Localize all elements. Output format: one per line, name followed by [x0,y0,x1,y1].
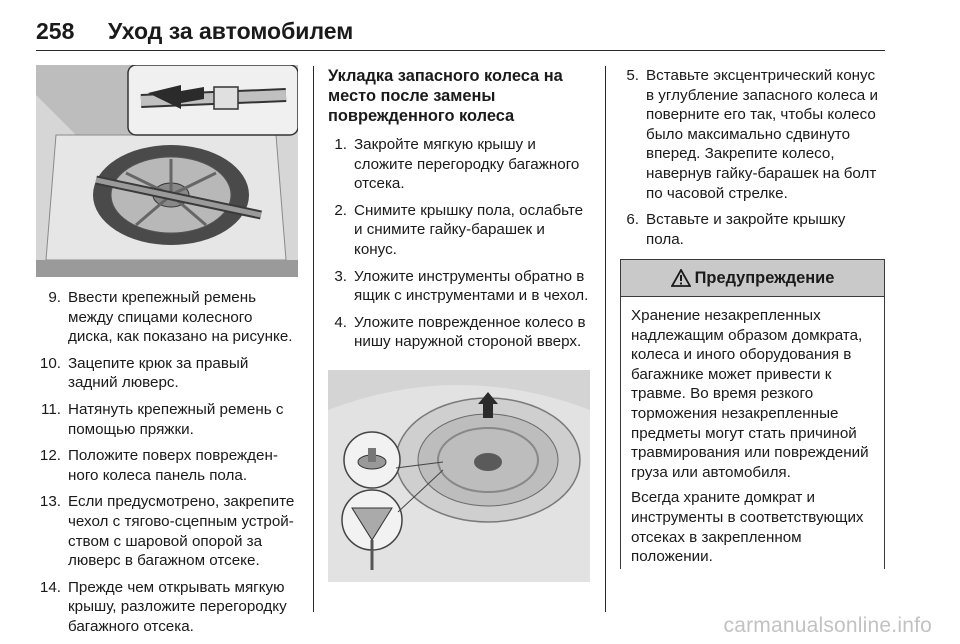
list-item: 3. Уложите инструменты обратно в ящик с инструментами и в чехол. [334,267,589,305]
list-item: 6. Вставьте и закройте крышку пола. [626,211,846,248]
column-3 [620,66,885,256]
spare-wheel-well-illustration [328,370,590,582]
warning-body [621,297,884,567]
header-rule [36,50,885,51]
column-1 [36,288,298,644]
list-item: 2. Снимите крышку пола, ослабьте и снимите гайку-барашек и конус. [334,201,584,258]
warning-header [621,260,884,297]
warning-paragraph: Хранение незакрепленных надлежащим образом домкрата, колеса и иного оборудования в багажнике может привести к травме. Во время резкого торможения незакрепленные предметы могут стать причиной травмирования или повреждений груза или автомобиля. [631,307,869,481]
list-item: 12. Положите поверх поврежденного колеса панель пола. [39,447,278,484]
warning-title: Предупреждение [694,268,835,287]
page-header [36,18,353,48]
list-item: 14. Прежде чем открывать мягкую крышу, разложите перегородку багажного отсека. [39,578,287,635]
list-item: 1. Закройте мягкую крышу и сложите перегородку багажного отсека. [334,136,580,193]
column-2 [328,66,590,359]
column-divider-2 [605,66,606,612]
list-item: 5. Вставьте эксцентрический конус в углубление запасного колеса и поверните его так, чтобы колесо было максимально сдвинуто вперед. Закрепите колесо, навернув гайку-барашек на болт по часовой стрелке. [626,67,878,202]
warning-paragraph: Всегда храните домкрат и инструменты в соответствующих отсеках в закрепленном положении. [631,489,864,566]
list-item: 9. Ввести крепежный ремень между спицами колесного диска, как показано на рисунке. [48,289,293,346]
list-item: 13. Если предусмотрено, закрепите чехол с тягово-сцепным устройством с шаровой опорой за люверс в багажном отсеке. [39,493,295,570]
list-item: 10. Зацепите крюк за правый задний люверс. [39,354,249,392]
warning-box [620,259,885,569]
section-heading: Укладка запасного колеса на место после замены поврежденного колеса [328,67,563,125]
spare-wheel-strap-illustration [36,65,298,277]
page-title: Уход за автомобилем [108,18,354,44]
list-item: 11. Натянуть крепежный ремень с помощью пряжки. [41,400,284,438]
steps-list-3 [620,66,885,249]
list-item: 4. Уложите поврежденное колесо в нишу наружной стороной вверх. [334,313,586,351]
column-divider-1 [313,66,314,612]
warning-triangle-icon [671,269,691,287]
steps-list-2 [328,135,590,352]
watermark: carmanualsonline.info [723,614,932,637]
page-number: 258 [36,18,75,44]
steps-list-1 [36,288,298,637]
